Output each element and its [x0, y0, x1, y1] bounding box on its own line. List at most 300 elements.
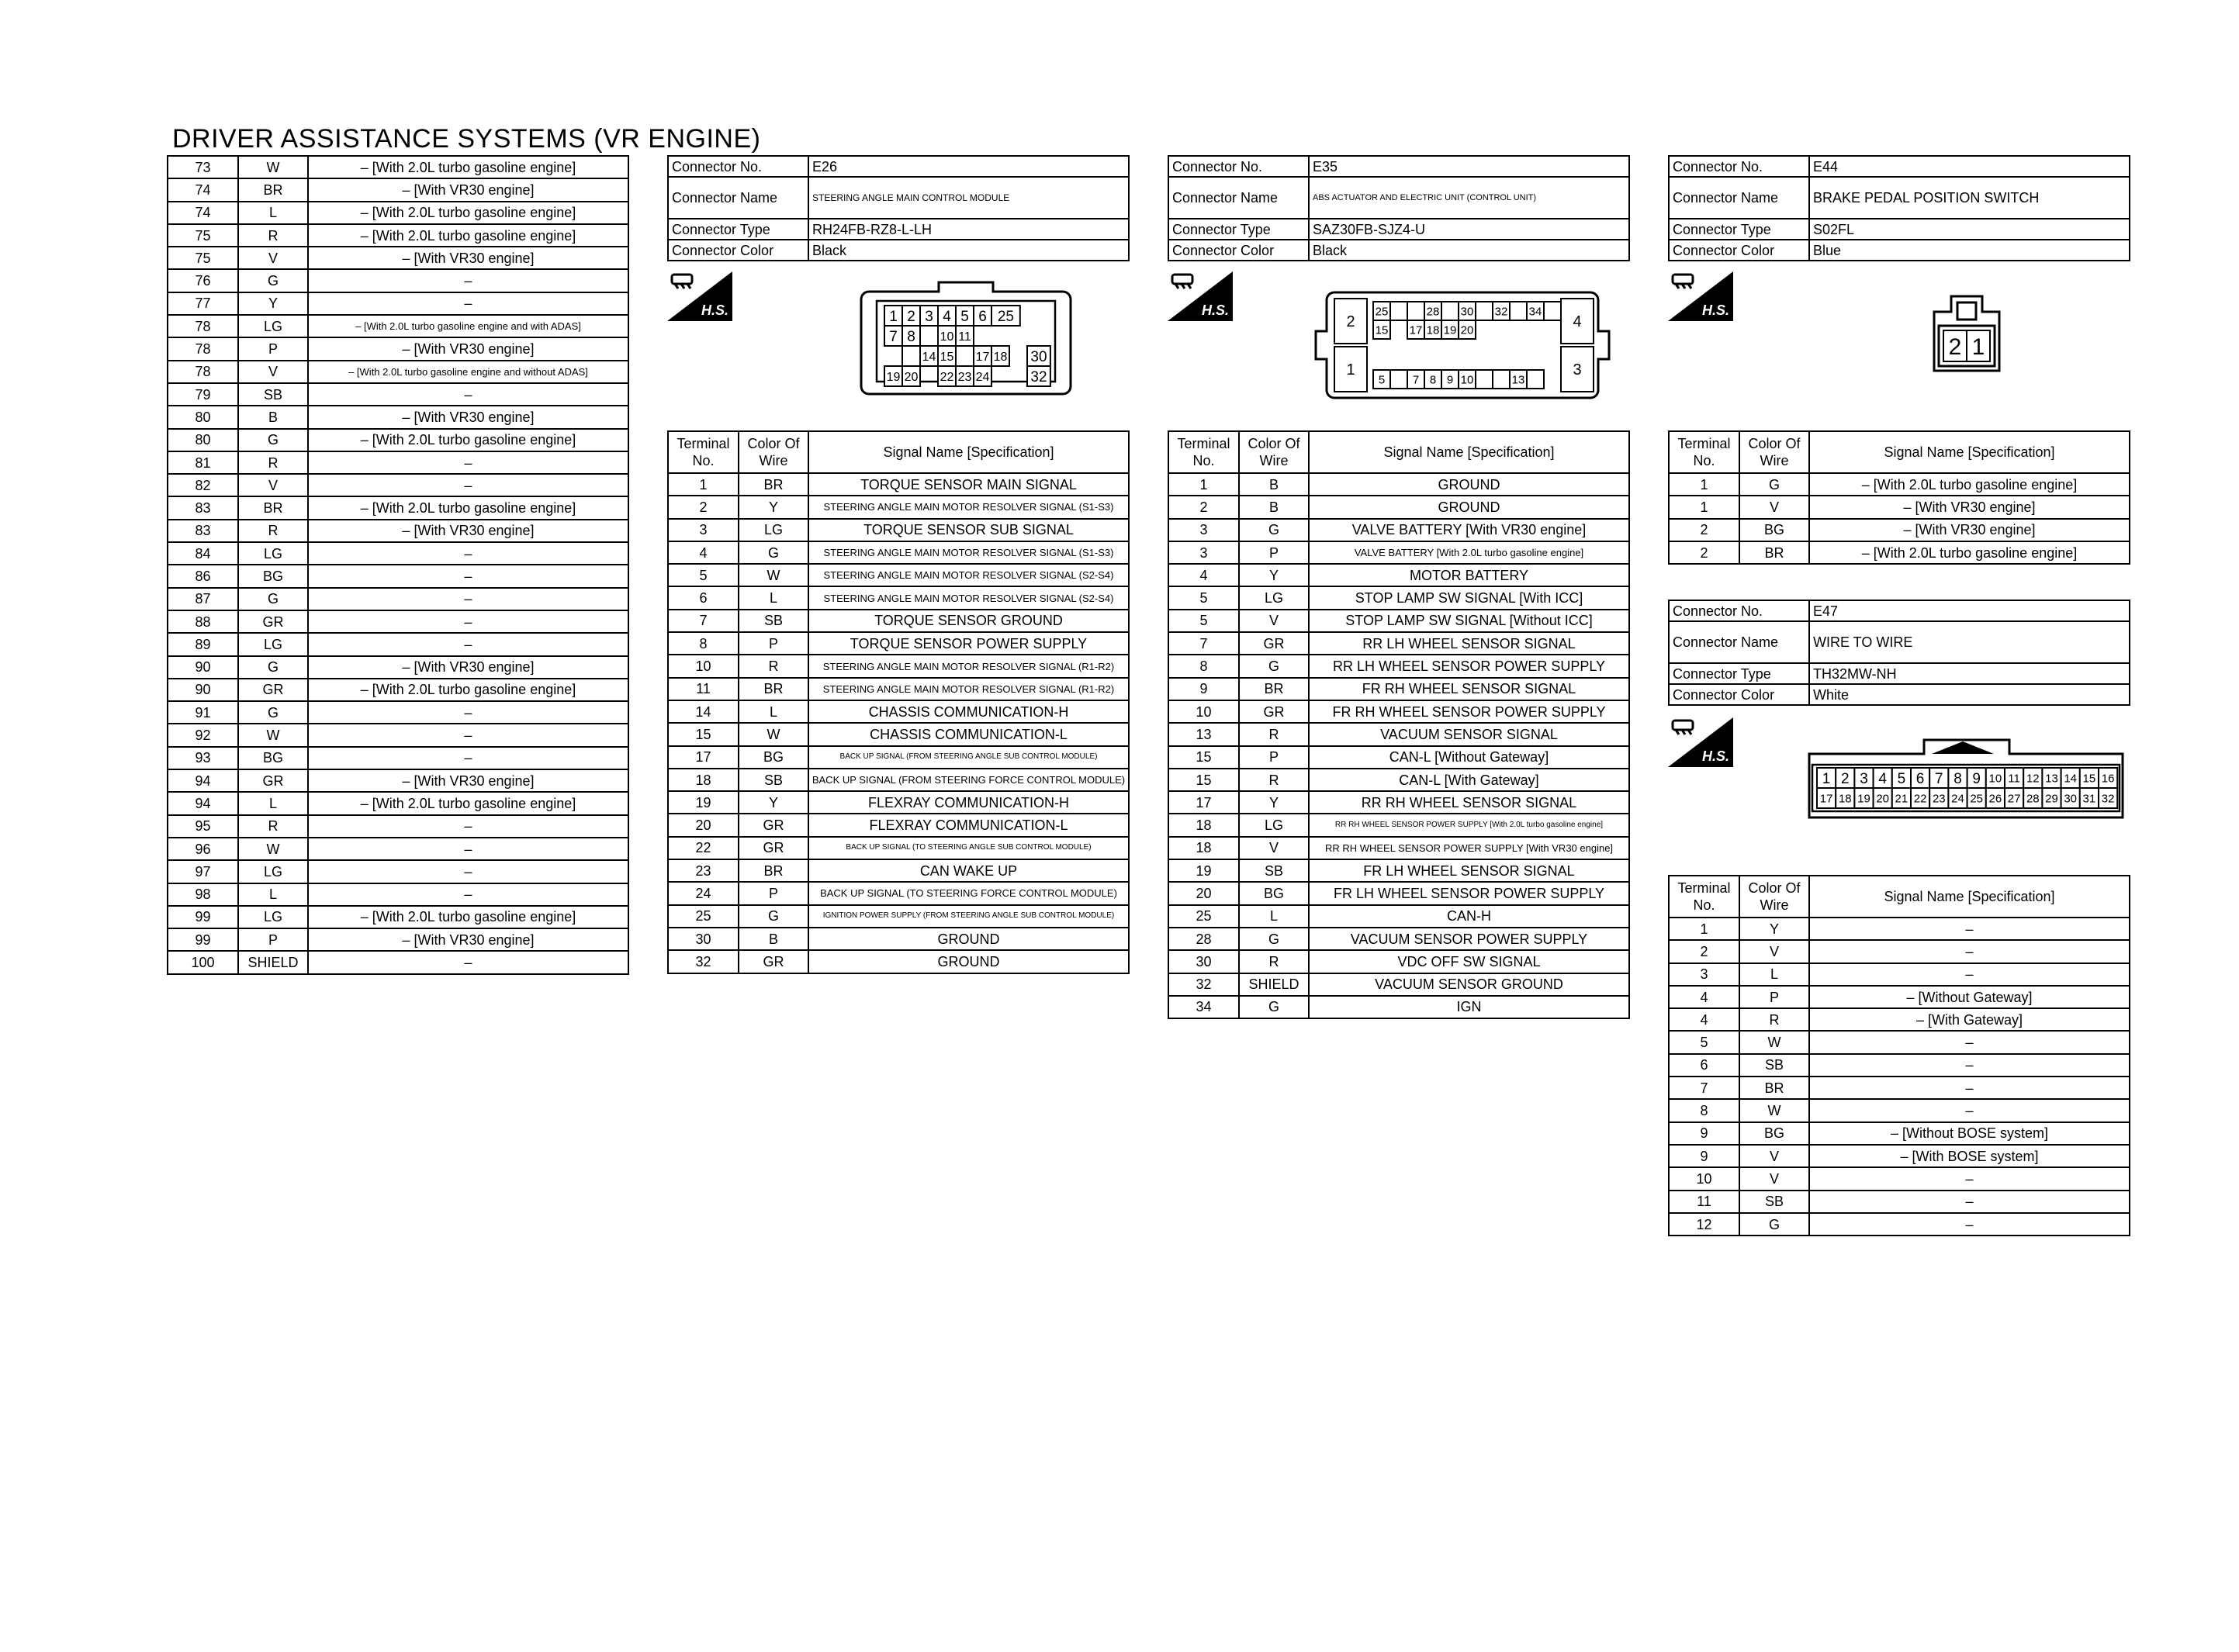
pin-number: 31 — [2082, 792, 2096, 806]
table-row — [1168, 496, 1629, 518]
signal-name: MOTOR BATTERY — [1309, 564, 1629, 586]
signal-name: – [With 2.0L turbo gasoline engine] — [308, 429, 628, 451]
table-row — [168, 906, 628, 928]
wire-color: W — [739, 564, 808, 586]
signal-name: – — [308, 383, 628, 406]
signal-name: – — [308, 883, 628, 906]
pin-cavity — [1493, 370, 1510, 389]
signal-name: FLEXRAY COMMUNICATION-L — [808, 814, 1129, 836]
signal-name: VACUUM SENSOR GROUND — [1309, 973, 1629, 996]
connector-no-label: Connector No. — [1669, 600, 1809, 621]
terminal-no-header: Terminal No. — [1168, 431, 1239, 473]
wire-color: G — [1239, 655, 1309, 677]
pin-number: 11 — [2008, 772, 2020, 786]
terminal-no: 100 — [168, 951, 238, 973]
wire-color: V — [1739, 1145, 1809, 1167]
terminal-no: 97 — [168, 860, 238, 883]
pin-number: 21 — [1895, 792, 1909, 806]
pin-number: 22 — [940, 370, 954, 384]
pin-number: 6 — [1915, 770, 1925, 787]
table-row — [168, 883, 628, 906]
terminal-no: 17 — [1168, 791, 1239, 814]
terminal-no: 76 — [168, 269, 238, 292]
signal-name: CAN-L [Without Gateway] — [1309, 746, 1629, 769]
wire-color: G — [238, 429, 308, 451]
table-row — [1168, 723, 1629, 745]
wire-color: Y — [238, 292, 308, 315]
pin-number: 14 — [922, 350, 936, 364]
connector-e26-terminal-table — [667, 430, 1130, 974]
terminal-no: 24 — [668, 882, 739, 904]
table-row — [1168, 882, 1629, 904]
terminal-no: 2 — [1669, 940, 1739, 963]
table-row — [1168, 791, 1629, 814]
terminal-no: 91 — [168, 701, 238, 724]
signal-name: – — [308, 701, 628, 724]
wire-color: LG — [1239, 814, 1309, 836]
table-row — [1168, 655, 1629, 677]
color-of-wire-header: Color Of Wire — [1739, 431, 1809, 473]
pin-number: 10 — [1988, 772, 2002, 786]
connector-no-value: E26 — [808, 156, 1129, 177]
color-of-wire-header: Color Of Wire — [1239, 431, 1309, 473]
wire-color: GR — [739, 837, 808, 859]
wire-color: W — [238, 838, 308, 860]
wire-color: R — [238, 451, 308, 474]
table-row — [668, 814, 1129, 836]
wire-color: G — [238, 588, 308, 610]
wire-color: P — [1239, 746, 1309, 769]
pin-number: 20 — [904, 370, 919, 384]
terminal-no: 4 — [1669, 986, 1739, 1008]
signal-name: – — [308, 838, 628, 860]
table-row — [1168, 859, 1629, 882]
signal-name: – — [308, 633, 628, 655]
signal-name: RR RH WHEEL SENSOR SIGNAL — [1309, 791, 1629, 814]
terminal-table-continued — [167, 155, 629, 975]
signal-name: FR RH WHEEL SENSOR POWER SUPPLY — [1309, 700, 1629, 723]
hs-harness-side-icon — [667, 271, 732, 321]
color-of-wire-header: Color Of Wire — [1739, 876, 1809, 918]
table-row — [168, 520, 628, 542]
connector-type-value: SAZ30FB-SJZ4-U — [1309, 219, 1629, 240]
wire-color: GR — [238, 610, 308, 633]
table-row — [668, 519, 1129, 541]
signal-name: – [With 2.0L turbo gasoline engine] — [308, 202, 628, 224]
table-row — [668, 905, 1129, 928]
signal-name-header: Signal Name [Specification] — [1809, 431, 2130, 473]
wire-color: BR — [238, 496, 308, 519]
table-row — [1168, 632, 1629, 655]
terminal-no-header: Terminal No. — [1669, 431, 1739, 473]
signal-name: VDC OFF SW SIGNAL — [1309, 950, 1629, 973]
table-row — [1669, 473, 2130, 496]
wire-color: B — [1239, 473, 1309, 496]
wire-color: LG — [238, 906, 308, 928]
wire-color: V — [238, 361, 308, 383]
signal-name: STOP LAMP SW SIGNAL [Without ICC] — [1309, 610, 1629, 632]
table-row — [1669, 1077, 2130, 1099]
signal-name: – [With VR30 engine] — [308, 178, 628, 201]
table-row — [1168, 769, 1629, 791]
wire-color: BR — [739, 473, 808, 496]
signal-name: – — [308, 815, 628, 838]
hs-label: H.S. — [701, 302, 729, 318]
wire-color: P — [739, 882, 808, 904]
terminal-no: 74 — [168, 202, 238, 224]
signal-name: – [With 2.0L turbo gasoline engine] — [1809, 541, 2130, 564]
wire-color: G — [1739, 473, 1809, 496]
pin-cavity — [1476, 302, 1493, 320]
wire-color: LG — [1239, 586, 1309, 609]
terminal-no: 99 — [168, 928, 238, 951]
pin-number: 11 — [958, 330, 971, 344]
terminal-no: 96 — [168, 838, 238, 860]
table-row — [1669, 1191, 2130, 1213]
wire-color: V — [1739, 940, 1809, 963]
table-row — [1168, 928, 1629, 950]
wire-color: R — [1239, 769, 1309, 791]
pin-number: 7 — [1412, 373, 1420, 387]
terminal-no: 2 — [1669, 519, 1739, 541]
connector-type-label: Connector Type — [1168, 219, 1309, 240]
table-row — [1168, 746, 1629, 769]
terminal-no: 83 — [168, 496, 238, 519]
signal-name: – [With 2.0L turbo gasoline engine and without ADAS] — [308, 361, 628, 383]
pin-number: 10 — [1460, 373, 1474, 387]
terminal-no: 7 — [1669, 1077, 1739, 1099]
terminal-no: 8 — [1669, 1099, 1739, 1121]
pin-number: 7 — [1935, 770, 1943, 787]
table-row — [668, 473, 1129, 496]
connector-color-value: Black — [808, 240, 1129, 261]
terminal-no: 90 — [168, 656, 238, 679]
pin-number: 8 — [1954, 770, 1962, 787]
signal-name: – — [1809, 1031, 2130, 1053]
table-row — [168, 610, 628, 633]
terminal-no: 3 — [1168, 541, 1239, 564]
terminal-no: 28 — [1168, 928, 1239, 950]
pin-number: 18 — [1838, 792, 1852, 806]
table-row — [168, 292, 628, 315]
wire-color: V — [238, 474, 308, 496]
pin-number: 19 — [886, 370, 901, 384]
signal-name: IGN — [1309, 996, 1629, 1018]
signal-name: STEERING ANGLE MAIN MOTOR RESOLVER SIGNAL (R1-R2) — [808, 678, 1129, 700]
terminal-no: 83 — [168, 520, 238, 542]
signal-name-header: Signal Name [Specification] — [808, 431, 1129, 473]
hs-label: H.S. — [1202, 302, 1230, 318]
wire-color: LG — [238, 633, 308, 655]
pin-cavity — [1407, 302, 1424, 320]
terminal-no: 4 — [668, 541, 739, 564]
pin-number: 18 — [1426, 323, 1440, 337]
wire-color: LG — [238, 542, 308, 565]
terminal-no: 78 — [168, 361, 238, 383]
terminal-no: 6 — [668, 586, 739, 609]
terminal-no: 11 — [668, 678, 739, 700]
pin-number: 17 — [1819, 792, 1833, 806]
table-row — [168, 315, 628, 337]
signal-name: – [With VR30 engine] — [308, 337, 628, 360]
table-row — [168, 860, 628, 883]
connector-no-value: E35 — [1309, 156, 1629, 177]
pin-cavity — [1390, 302, 1407, 320]
table-row — [668, 564, 1129, 586]
wire-color: LG — [739, 519, 808, 541]
terminal-no: 98 — [168, 883, 238, 906]
connector-name-value: BRAKE PEDAL POSITION SWITCH — [1809, 177, 2130, 219]
terminal-no: 74 — [168, 178, 238, 201]
terminal-no: 81 — [168, 451, 238, 474]
signal-name: – — [308, 269, 628, 292]
terminal-no: 92 — [168, 724, 238, 746]
signal-name: – — [1809, 1077, 2130, 1099]
signal-name: CAN-H — [1309, 905, 1629, 928]
signal-name: STEERING ANGLE MAIN MOTOR RESOLVER SIGNAL (S2-S4) — [808, 586, 1129, 609]
connector-e35-terminal-table — [1168, 430, 1630, 1019]
terminal-no: 10 — [668, 655, 739, 677]
terminal-no: 5 — [1168, 586, 1239, 609]
signal-name: – — [1809, 1099, 2130, 1121]
pin-number: 30 — [1460, 305, 1474, 319]
wire-color: L — [1739, 963, 1809, 986]
pin-cavity — [902, 346, 920, 366]
pin-number: 2 — [1948, 334, 1962, 360]
signal-name: – [With VR30 engine] — [308, 247, 628, 269]
pin-number: 25 — [1375, 305, 1389, 319]
pin-number: 5 — [1378, 373, 1386, 387]
terminal-no: 80 — [168, 429, 238, 451]
signal-name: TORQUE SENSOR SUB SIGNAL — [808, 519, 1129, 541]
table-row — [168, 156, 628, 178]
connector-no-label: Connector No. — [1669, 156, 1809, 177]
signal-name: FR RH WHEEL SENSOR SIGNAL — [1309, 678, 1629, 700]
signal-name: – [With 2.0L turbo gasoline engine] — [308, 224, 628, 247]
connector-e47-face — [1808, 738, 2126, 819]
pin-number: 22 — [1913, 792, 1927, 806]
pin-number: 28 — [2026, 792, 2040, 806]
wire-color: P — [1239, 541, 1309, 564]
connector-lock — [1957, 302, 1976, 320]
wire-color: BG — [739, 746, 808, 769]
wire-color: R — [238, 224, 308, 247]
table-row — [1669, 541, 2130, 564]
terminal-no: 1 — [668, 473, 739, 496]
hs-label: H.S. — [1702, 302, 1730, 318]
wire-color: G — [1739, 1213, 1809, 1236]
terminal-no: 99 — [168, 906, 238, 928]
wire-color: P — [1739, 986, 1809, 1008]
connector-color-value: Blue — [1809, 240, 2130, 261]
table-row — [168, 383, 628, 406]
pin-number: 32 — [1494, 305, 1508, 319]
wire-color: B — [739, 928, 808, 950]
wire-color: LG — [238, 860, 308, 883]
wire-color: GR — [1239, 700, 1309, 723]
table-row — [668, 859, 1129, 882]
hs-harness-side-icon — [1668, 271, 1733, 321]
signal-name-header: Signal Name [Specification] — [1309, 431, 1629, 473]
signal-name: – — [308, 451, 628, 474]
terminal-no: 5 — [668, 564, 739, 586]
terminal-no: 94 — [168, 769, 238, 792]
wire-color: L — [739, 700, 808, 723]
wire-color: SB — [238, 383, 308, 406]
wire-color: G — [1239, 996, 1309, 1018]
wire-color: V — [1739, 496, 1809, 518]
signal-name: – [With BOSE system] — [1809, 1145, 2130, 1167]
terminal-no: 75 — [168, 247, 238, 269]
signal-name: – [Without Gateway] — [1809, 986, 2130, 1008]
terminal-no: 2 — [1168, 496, 1239, 518]
signal-name: – [With 2.0L turbo gasoline engine] — [1809, 473, 2130, 496]
wire-color: BR — [1739, 541, 1809, 564]
wire-color: Y — [739, 496, 808, 518]
signal-name: – — [308, 565, 628, 587]
signal-name: – — [308, 588, 628, 610]
signal-name: – [With 2.0L turbo gasoline engine] — [308, 156, 628, 178]
signal-name: – — [308, 474, 628, 496]
connector-color-label: Connector Color — [1168, 240, 1309, 261]
signal-name: FR LH WHEEL SENSOR POWER SUPPLY — [1309, 882, 1629, 904]
connector-name-label: Connector Name — [1168, 177, 1309, 219]
connector-type-label: Connector Type — [1669, 663, 1809, 684]
signal-name: – [With 2.0L turbo gasoline engine] — [308, 906, 628, 928]
table-row — [168, 769, 628, 792]
connector-no-label: Connector No. — [668, 156, 808, 177]
table-row — [668, 541, 1129, 564]
signal-name: RR LH WHEEL SENSOR POWER SUPPLY — [1309, 655, 1629, 677]
terminal-no: 18 — [668, 769, 739, 791]
pin-number: 1 — [889, 308, 898, 325]
signal-name: STEERING ANGLE MAIN MOTOR RESOLVER SIGNAL (S1-S3) — [808, 496, 1129, 518]
signal-name: – [With VR30 engine] — [308, 520, 628, 542]
wire-color: BR — [1239, 678, 1309, 700]
table-row — [1669, 963, 2130, 986]
terminal-no: 25 — [1168, 905, 1239, 928]
signal-name: – — [1809, 963, 2130, 986]
wire-color: V — [1239, 837, 1309, 859]
table-row — [1669, 1167, 2130, 1190]
terminal-no: 1 — [1669, 473, 1739, 496]
signal-name: – [With VR30 engine] — [308, 928, 628, 951]
wire-color: GR — [739, 950, 808, 973]
terminal-no: 15 — [1168, 746, 1239, 769]
pin-cavity — [1441, 302, 1459, 320]
pin-number: 14 — [2064, 772, 2078, 786]
wire-color: V — [238, 247, 308, 269]
table-row — [168, 474, 628, 496]
pin-number: 5 — [1897, 770, 1906, 787]
wire-color: SB — [1739, 1054, 1809, 1077]
wire-color: R — [238, 815, 308, 838]
wire-color: Y — [1239, 564, 1309, 586]
connector-color-label: Connector Color — [668, 240, 808, 261]
terminal-no: 11 — [1669, 1191, 1739, 1213]
table-row — [668, 610, 1129, 632]
wire-color: G — [739, 541, 808, 564]
table-row — [168, 429, 628, 451]
connector-no-value: E47 — [1809, 600, 2130, 621]
terminal-no: 20 — [668, 814, 739, 836]
terminal-no: 77 — [168, 292, 238, 315]
terminal-no: 75 — [168, 224, 238, 247]
table-row — [168, 224, 628, 247]
signal-name: VALVE BATTERY [With 2.0L turbo gasoline engine] — [1309, 541, 1629, 564]
pin-number: 17 — [1409, 323, 1423, 337]
table-row — [168, 361, 628, 383]
table-row — [168, 496, 628, 519]
wire-color: V — [1739, 1167, 1809, 1190]
wire-color: BR — [739, 678, 808, 700]
pin-number: 17 — [975, 350, 990, 364]
table-row — [168, 565, 628, 587]
table-row — [168, 178, 628, 201]
terminal-no: 88 — [168, 610, 238, 633]
table-row — [1669, 1099, 2130, 1121]
connector-name-value: STEERING ANGLE MAIN CONTROL MODULE — [808, 177, 1129, 219]
pin-number: 9 — [1972, 770, 1981, 787]
wire-color: G — [739, 905, 808, 928]
connector-color-value: White — [1809, 684, 2130, 705]
signal-name: – [Without BOSE system] — [1809, 1122, 2130, 1145]
pin-number: 24 — [975, 370, 990, 384]
pin-number: 25 — [1970, 792, 1984, 806]
table-header — [1168, 431, 1629, 473]
pin-number: 30 — [1030, 348, 1047, 365]
signal-name: – — [1809, 918, 2130, 940]
table-row — [168, 679, 628, 701]
pin-number: 6 — [978, 308, 987, 325]
connector-type-value: S02FL — [1809, 219, 2130, 240]
table-row — [1669, 918, 2130, 940]
terminal-no: 3 — [1669, 963, 1739, 986]
terminal-no: 87 — [168, 588, 238, 610]
pin-cavity — [1527, 370, 1544, 389]
table-row — [1168, 564, 1629, 586]
wire-color: V — [1239, 610, 1309, 632]
table-row — [1168, 678, 1629, 700]
pin-number: 20 — [1460, 323, 1474, 337]
pin-number: 7 — [889, 328, 898, 345]
connector-no-label: Connector No. — [1168, 156, 1309, 177]
terminal-no: 32 — [668, 950, 739, 973]
terminal-no: 95 — [168, 815, 238, 838]
wire-color: BR — [1739, 1077, 1809, 1099]
signal-name: STEERING ANGLE MAIN MOTOR RESOLVER SIGNAL (S2-S4) — [808, 564, 1129, 586]
terminal-no: 23 — [668, 859, 739, 882]
terminal-no: 73 — [168, 156, 238, 178]
hs-harness-side-icon — [1168, 271, 1233, 321]
terminal-no: 15 — [668, 723, 739, 745]
signal-name: – — [308, 292, 628, 315]
terminal-no: 89 — [168, 633, 238, 655]
table-row — [168, 792, 628, 814]
connector-color-label: Connector Color — [1669, 684, 1809, 705]
terminal-no: 93 — [168, 747, 238, 769]
table-row — [1168, 950, 1629, 973]
signal-name: VACUUM SENSOR POWER SUPPLY — [1309, 928, 1629, 950]
table-row — [168, 269, 628, 292]
pin-number: 2 — [907, 308, 915, 325]
wire-color: BG — [1239, 882, 1309, 904]
pin-number: 10 — [940, 330, 954, 344]
signal-name: – [With VR30 engine] — [1809, 496, 2130, 518]
signal-name: STEERING ANGLE MAIN MOTOR RESOLVER SIGNAL (R1-R2) — [808, 655, 1129, 677]
connector-type-value: RH24FB-RZ8-L-LH — [808, 219, 1129, 240]
wire-color: W — [238, 724, 308, 746]
